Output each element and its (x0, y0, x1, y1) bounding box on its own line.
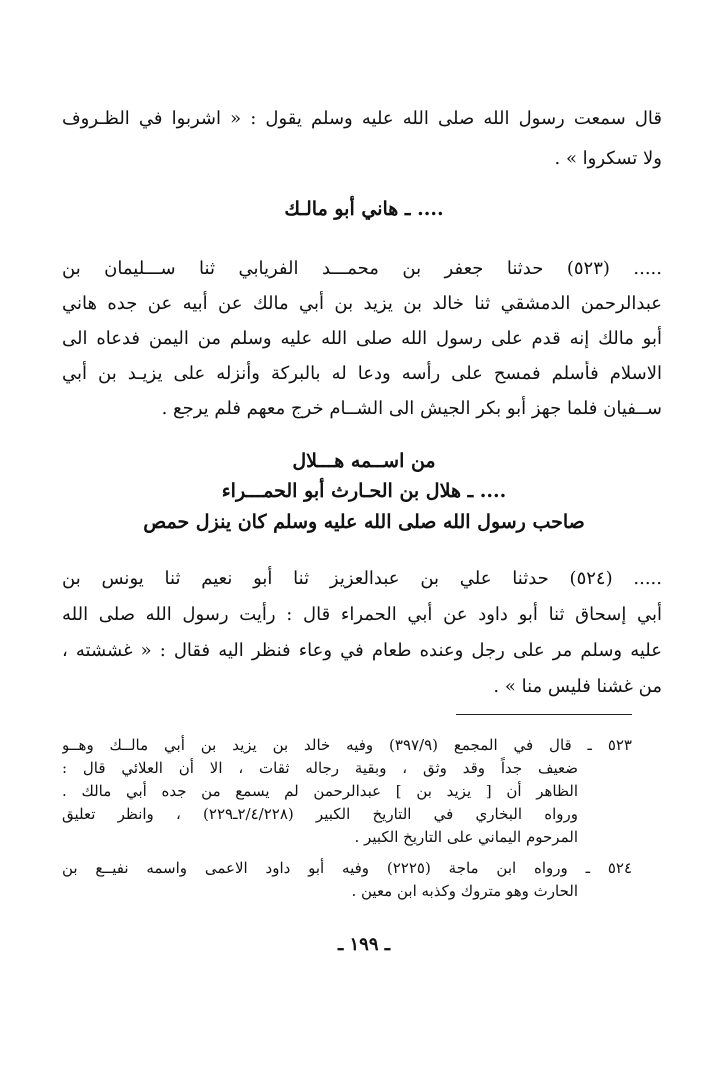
text-line: أبي إسحاق ثنا أبو داود عن أبي الحمراء قال : رأيت رسول الله صلى الله (62, 604, 662, 625)
text-line: ..... (٥٢٤) حدثنا علي بن عبدالعزيز ثنا أبو نعيم ثنا يونس بن (62, 568, 662, 589)
text-line: أبو مالك إنه قدم على رسول الله صلى الله عليه وسلم من اليمن فدعاه الى (62, 328, 662, 349)
text-line: ..... (٥٢٣) حدثنا جعفر بن محمـــد الفريابي ثنا ســـليمان بن (62, 258, 662, 279)
page-number: ـ ١٩٩ ـ (337, 934, 391, 955)
section-heading-hilal: من اســمه هـــلال (292, 450, 436, 472)
entry-subheading-companion: صاحب رسول الله صلى الله عليه وسلم كان ينزل حمص (143, 511, 585, 533)
footnote-line: ٥٢٤ ـ ورواه ابن ماجة (٢٢٢٥) وفيه أبو داود الاعمى واسمه نفيــع بن (62, 859, 632, 877)
entry-heading-hani: .... ـ هاني أبو مالـك (284, 198, 444, 220)
text-line: الاسلام فأسلم فمسح على رأسه ودعا له بالبركة وأنزله على يزيـد بن أبي (62, 363, 662, 384)
entry-heading-hilal: .... ـ هلال بن الحـارث أبو الحمـــراء (221, 480, 507, 502)
footnote-line: المرحوم اليماني على التاريخ الكبير . (354, 828, 578, 846)
footnote-line: ٥٢٣ ـ قال في المجمع (٣٩٧/٩) وفيه خالد بن يزيد بن أبي مالــك وهــو (62, 736, 632, 754)
footnote-line: ورواه البخاري في التاريخ الكبير (٢/٤/٢٢٨ـ٢٢٩) ، وانظر تعليق (62, 805, 578, 823)
footnote-line: الحارث وهو متروك وكذبه ابن معين . (351, 882, 578, 900)
text-line: ســفيان فلما جهز أبو بكر الجيش الى الشــام خرج معهم فلم يرجع . (161, 398, 662, 419)
text-line: ولا تسكروا » . (554, 148, 662, 169)
footnote-line: ضعيف جداً وقد وثق ، وبقية رجاله ثقات ، الا أن العلائي قال : (62, 759, 578, 777)
text-line: قال سمعت رسول الله صلى الله عليه وسلم يقول : « اشربوا في الظـروف (62, 108, 662, 129)
text-line: عبدالرحمن الدمشقي ثنا خالد بن يزيد بن أبي مالك عن أبيه عن جده هاني (62, 293, 662, 314)
footnote-separator (456, 714, 632, 715)
text-line: من غشنا فليس منا » . (493, 676, 662, 697)
text-line: عليه وسلم مر على رجل وعنده طعام في وعاء فنظر اليه فقال : « غششته ، (62, 640, 662, 661)
footnote-line: الظاهر أن [ يزيد بن ] عبدالرحمن لم يسمع من جده أبي مالك . (62, 782, 578, 800)
